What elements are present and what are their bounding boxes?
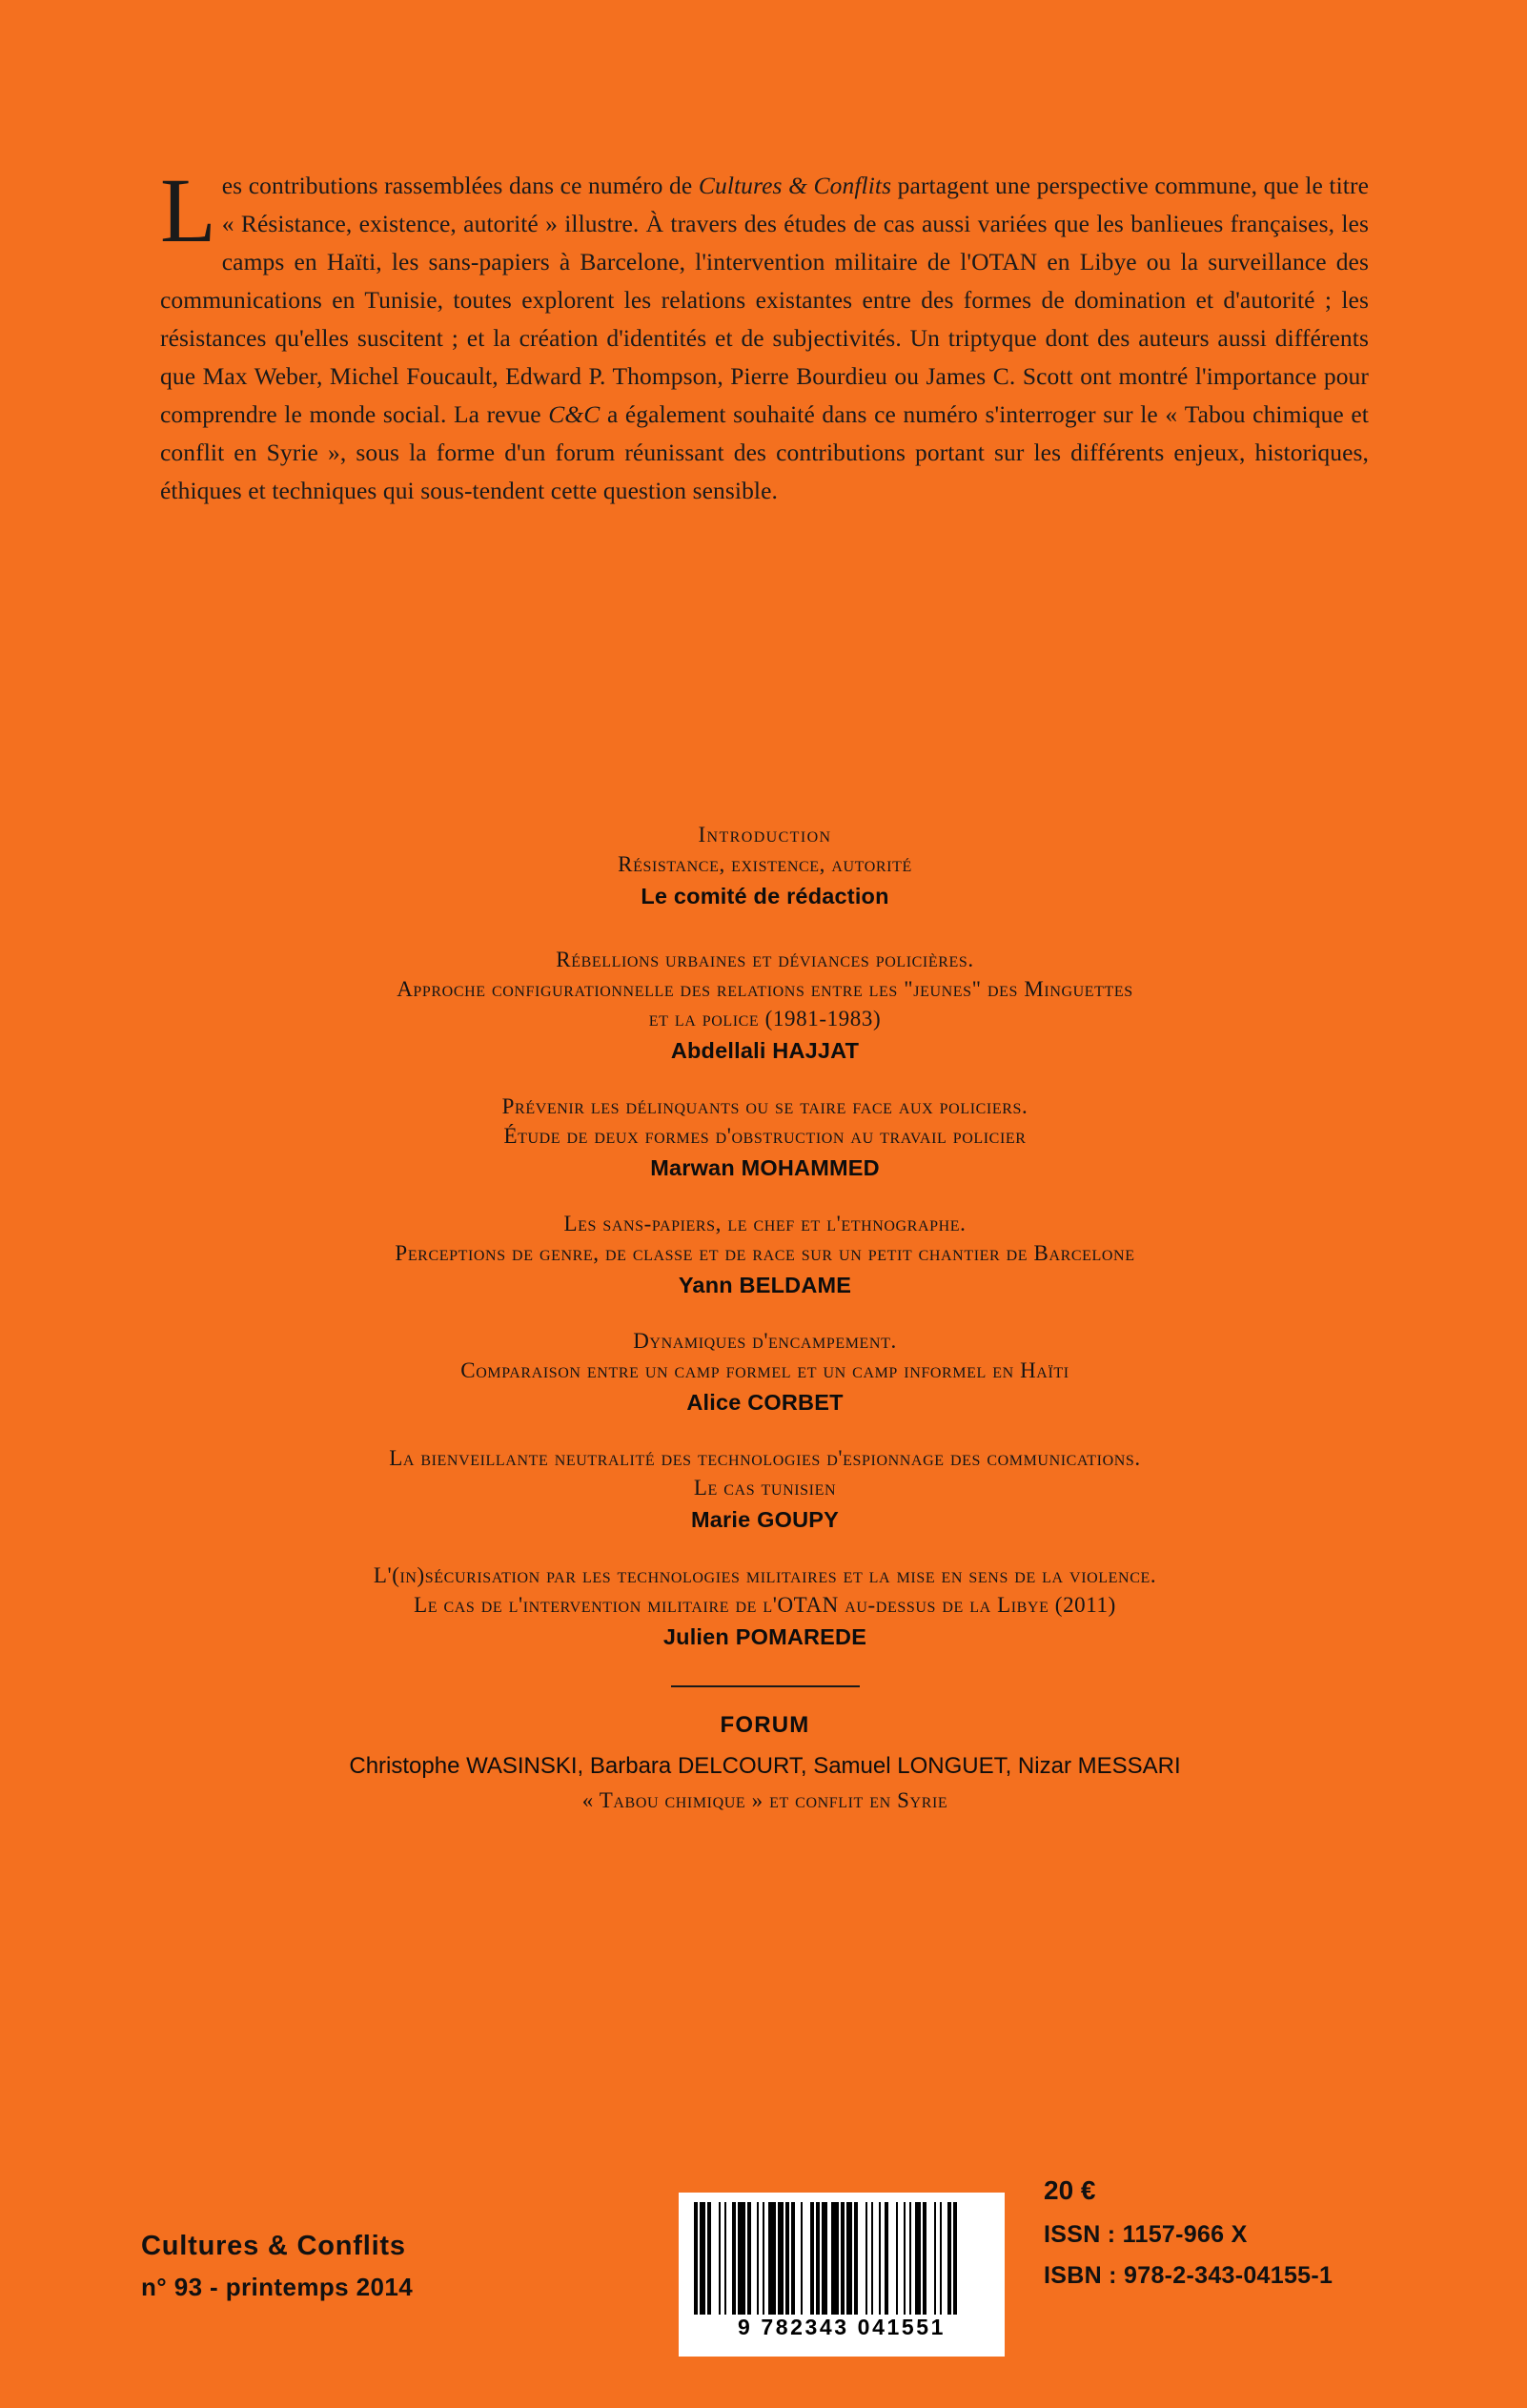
article-title-line: Rébellions urbaines et déviances policières. xyxy=(556,948,974,971)
toc-entry xyxy=(124,1209,1406,1301)
section-divider xyxy=(671,1685,860,1687)
article-title-line: Les sans-papiers, le chef et l'ethnographe. xyxy=(563,1212,967,1235)
price: 20 € xyxy=(1044,2175,1096,2205)
article-title-line: Comparaison entre un camp formel et un camp informel en Haïti xyxy=(460,1358,1069,1382)
blurb-paragraph: es contributions rassemblées dans ce numéro de Cultures & Conflits partagent une perspective commune, que le titre « Résistance, existence, autorité » illustre. À travers des études de cas aussi variées que les banlieues françaises, les camps en Haïti, les sans-papiers à Barcelone, l'intervention militaire de l'OTAN en Libye ou la surveillance des communications en Tunisie, toutes explorent les relations existantes entre des formes de domination et d'autorité ; les résistances qu'elles suscitent ; et la création d'identités et de subjectivités. Un triptyque dont des auteurs aussi différents que Max Weber, Michel Foucault, Edward P. Thompson, Pierre Bourdieu ou James C. Scott ont montré l'importance pour comprendre le monde social. La revue C&C a également souhaité dans ce numéro s'interroger sur le « Tabou chimique et conflit en Syrie », sous la forme d'un forum réunissant des contributions portant sur les différents enjeux, historiques, éthiques et techniques qui sous-tendent cette question sensible. xyxy=(160,172,1369,504)
toc-entry xyxy=(124,1326,1406,1418)
introduction-author: Le comité de rédaction xyxy=(641,884,889,908)
article-author: Julien POMAREDE xyxy=(662,1624,867,1649)
toc-entry xyxy=(124,945,1406,1067)
isbn: ISBN : 978-2-343-04155-1 xyxy=(1044,2262,1334,2289)
toc-entry-introduction xyxy=(124,820,1406,912)
article-title-line: La bienveillante neutralité des technologies d'espionnage des communications. xyxy=(389,1446,1141,1470)
article-author: Abdellali HAJJAT xyxy=(670,1038,860,1063)
barcode xyxy=(679,2193,1005,2357)
drop-cap: L xyxy=(160,159,216,261)
article-title-line: Étude de deux formes d'obstruction au travail policier xyxy=(503,1124,1027,1148)
toc-entry xyxy=(124,1561,1406,1653)
forum-label: FORUM xyxy=(720,1712,810,1738)
article-title-line: Perceptions de genre, de classe et de race sur un petit chantier de Barcelone xyxy=(395,1241,1135,1265)
barcode-digits: 9 782343 041551 xyxy=(737,2315,947,2339)
toc-entry xyxy=(124,1443,1406,1536)
article-title-line: Prévenir les délinquants ou se taire face aux policiers. xyxy=(501,1094,1028,1118)
toc-entry xyxy=(124,1092,1406,1184)
journal-title: Cultures & Conflits xyxy=(141,2231,406,2261)
journal-imprint xyxy=(141,2231,413,2302)
introduction-title: Résistance, existence, autorité xyxy=(618,852,912,876)
article-title-line: Dynamiques d'encampement. xyxy=(633,1329,897,1353)
introduction-label: Introduction xyxy=(698,823,832,847)
issn: ISSN : 1157-966 X xyxy=(1044,2221,1248,2248)
forum-subtitle: « Tabou chimique » et conflit en Syrie xyxy=(581,1788,948,1812)
journal-issue: n° 93 - printemps 2014 xyxy=(141,2273,414,2301)
publication-identifiers xyxy=(1044,2175,1333,2290)
article-author: Alice CORBET xyxy=(686,1390,844,1415)
article-author: Marie GOUPY xyxy=(691,1507,839,1532)
forum-section xyxy=(124,1712,1406,1813)
article-author: Marwan MOHAMMED xyxy=(650,1155,880,1180)
blurb-text xyxy=(160,159,1369,510)
table-of-contents xyxy=(124,820,1406,1813)
article-title-line: Le cas tunisien xyxy=(693,1476,837,1500)
article-title-line: Le cas de l'intervention militaire de l'OTAN au-dessus de la Libye (2011) xyxy=(414,1593,1116,1617)
article-author: Yann BELDAME xyxy=(678,1273,852,1297)
article-title-line: L'(in)sécurisation par les technologies militaires et la mise en sens de la violence. xyxy=(373,1563,1157,1587)
article-title-line: et la police (1981-1983) xyxy=(648,1007,882,1031)
barcode-bars xyxy=(694,2202,991,2315)
forum-authors: Christophe WASINSKI, Barbara DELCOURT, Samuel LONGUET, Nizar MESSARI xyxy=(349,1753,1181,1779)
article-title-line: Approche configurationnelle des relations entre les "jeunes" des Minguettes xyxy=(397,977,1133,1001)
